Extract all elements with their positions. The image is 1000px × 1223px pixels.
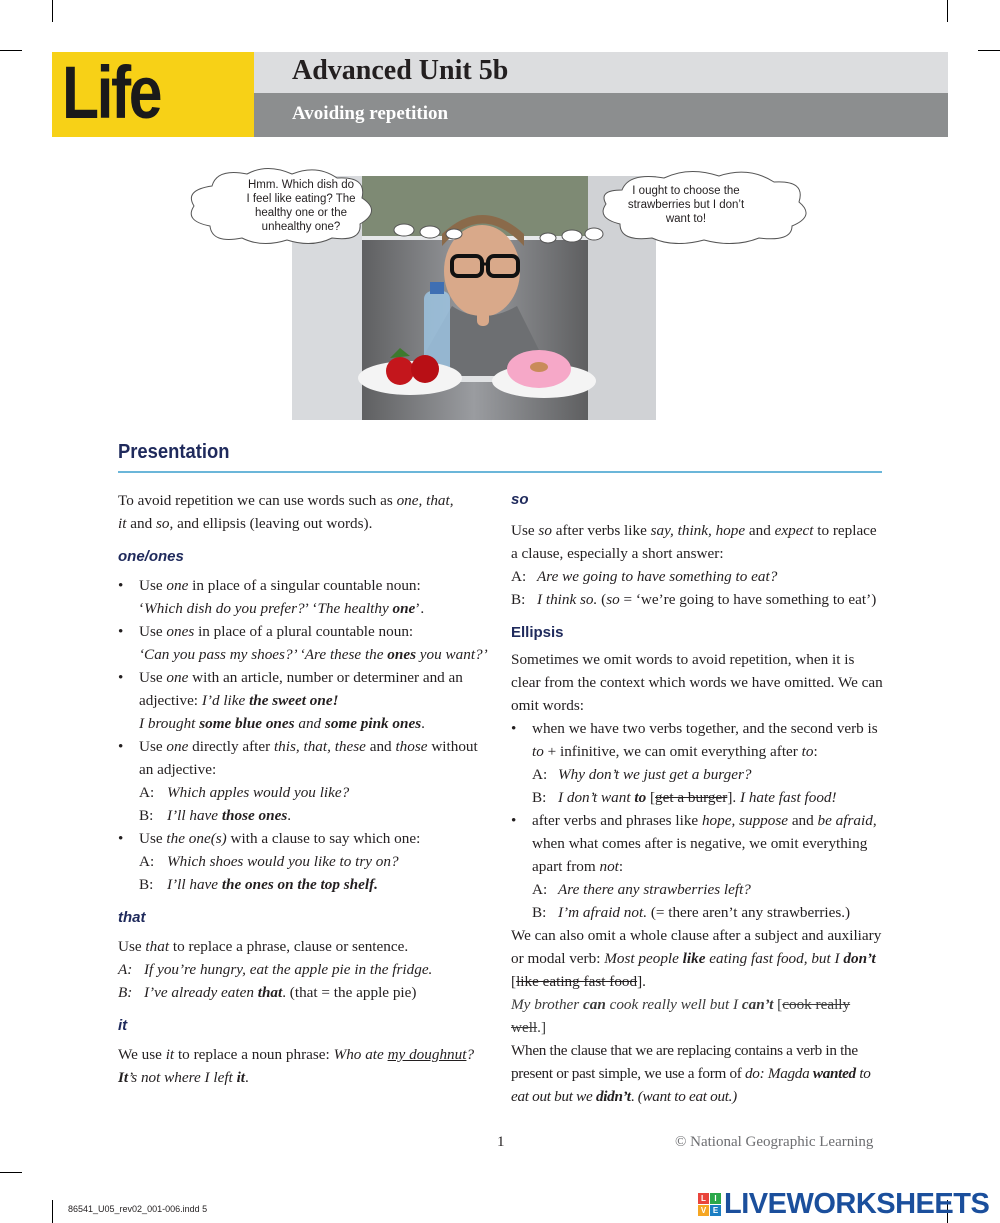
dialogue-line: B: I’ll have the ones on the top shelf. (139, 876, 378, 893)
dialogue-line: B: I’m afraid not. (= there aren’t any strawberries.) (532, 904, 851, 921)
section-heading-one-ones: one/ones (118, 548, 184, 565)
subtitle-bar (254, 93, 948, 137)
liveworksheets-cube-icon (698, 1193, 721, 1216)
section-heading-ellipsis: Ellipsis (511, 624, 564, 641)
section-heading-it: it (118, 1017, 128, 1034)
thought-line: Hmm. Which dish do (247, 179, 355, 191)
list-item: • Use one directly after this, that, these and those without an adjective: A: Which apples would you like? B: I’ll have those ones. (118, 735, 490, 827)
do-form-paragraph: When the clause that we are replacing contains a verb in the present or past simple, we use a form of do: Magda wanted to eat out but we didn’t. (want to eat out.) (511, 1042, 871, 1105)
list-item: • Use one in place of a singular countable noun: ‘Which dish do you prefer?’ ‘The healthy one’. (118, 574, 490, 620)
liveworksheets-wordmark: LIVEWORKSHEETS (724, 1188, 990, 1220)
it-paragraph: We use it to replace a noun phrase: Who ate my doughnut? It’s not where I left it. (118, 1046, 475, 1086)
thought-line: want to! (665, 213, 707, 225)
cube-letter: I (710, 1193, 721, 1204)
section-heading-so: so (511, 491, 529, 508)
left-column (118, 489, 490, 1089)
thought-trail-left (392, 222, 472, 242)
thought-trail-right (536, 226, 606, 246)
dialogue-line: B: I’ll have those ones. (139, 807, 292, 824)
dialogue-line: B: I think so. (so = ‘we’re going to have something to eat’) (511, 591, 877, 608)
crop-mark (52, 0, 53, 22)
crop-mark (947, 0, 948, 22)
list-item: • Use the one(s) with a clause to say which one: A: Which shoes would you like to try on? B: I’ll have the ones on the top shelf. (118, 827, 490, 896)
liveworksheets-logo[interactable] (698, 1188, 989, 1221)
life-logo: Life (62, 51, 161, 134)
ellipsis-list (511, 717, 885, 924)
dialogue-line: B: I don’t want to [get a burger]. I hate fast food! (532, 789, 837, 806)
heading-rule (118, 471, 882, 473)
crop-mark (0, 50, 22, 51)
dialogue-line: A: Are we going to have something to eat? (511, 568, 778, 585)
thought-line: I ought to choose the (632, 185, 740, 197)
dialogue-line: A: Which shoes would you like to try on? (139, 853, 399, 870)
unit-subtitle: Avoiding repetition (292, 103, 449, 124)
so-paragraph: Use so after verbs like say, think, hope and expect to replace a clause, especially a short answer: (511, 522, 877, 562)
title-bar (254, 52, 948, 93)
dialogue-line: A: Why don’t we just get a burger? (532, 766, 752, 783)
thought-text-right (612, 184, 760, 226)
presentation-heading: Presentation (118, 441, 230, 463)
unit-title: Advanced Unit 5b (292, 55, 509, 86)
thought-line: unhealthy one? (261, 221, 341, 233)
ellipsis-paragraph: Sometimes we omit words to avoid repetition, when it is clear from the context which words we have omitted. We can omit words: (511, 651, 883, 714)
list-item: • Use one with an article, number or determiner and an adjective: I’d like the sweet one! I brought some blue ones and some pink ones. (118, 666, 490, 735)
clause-omission-paragraph: We can also omit a whole clause after a subject and auxiliary or modal verb: Most people like eating fast food, but I don’t [like eating fast food]. (511, 927, 882, 990)
thought-line: I feel like eating? The (246, 193, 356, 205)
one-ones-list (118, 574, 490, 896)
dialogue-line: B: I’ve already eaten that. (that = the apple pie) (118, 984, 417, 1001)
dialogue-line: A: Are there any strawberries left? (532, 881, 751, 898)
cube-letter: V (698, 1205, 709, 1216)
thought-text-left (222, 178, 380, 234)
crop-mark (52, 1200, 53, 1223)
crop-mark (978, 50, 1000, 51)
cube-letter: L (698, 1193, 709, 1204)
list-item: • when we have two verbs together, and the second verb is to + infinitive, we can omit everything after to: A: Why don’t we just get a burger? B: I don’t want to [get a burger]. I hate fast food! (511, 717, 885, 809)
cube-letter: E (710, 1205, 721, 1216)
example-paragraph: My brother can cook really well but I can’t [cook really well.] (511, 996, 851, 1036)
list-item: • after verbs and phrases like hope, suppose and be afraid, when what comes after is negative, we omit everything apart from not: A: Are there any strawberries left? B: I’m afraid not. (= there aren’t any strawberries.) (511, 809, 885, 924)
page-number: 1 (497, 1134, 505, 1150)
section-heading-that: that (118, 909, 146, 926)
dialogue-line: A: If you’re hungry, eat the apple pie in the fridge. (118, 961, 433, 978)
file-info: 86541_U05_rev02_001-006.indd 5 (68, 1204, 208, 1214)
that-paragraph: Use that to replace a phrase, clause or sentence. (118, 938, 409, 955)
dialogue-line: A: Which apples would you like? (139, 784, 350, 801)
right-column (511, 488, 885, 1108)
thought-line: strawberries but I don’t (627, 199, 745, 211)
thought-line: healthy one or the (254, 207, 348, 219)
intro-paragraph: To avoid repetition we can use words such as one, that, it and so, and ellipsis (leaving out words). (118, 492, 454, 532)
list-item: • Use ones in place of a plural countable noun: ‘Can you pass my shoes?’ ‘Are these the ones you want?’ (118, 620, 490, 666)
crop-mark (0, 1172, 22, 1173)
copyright-notice: © National Geographic Learning (675, 1134, 874, 1150)
